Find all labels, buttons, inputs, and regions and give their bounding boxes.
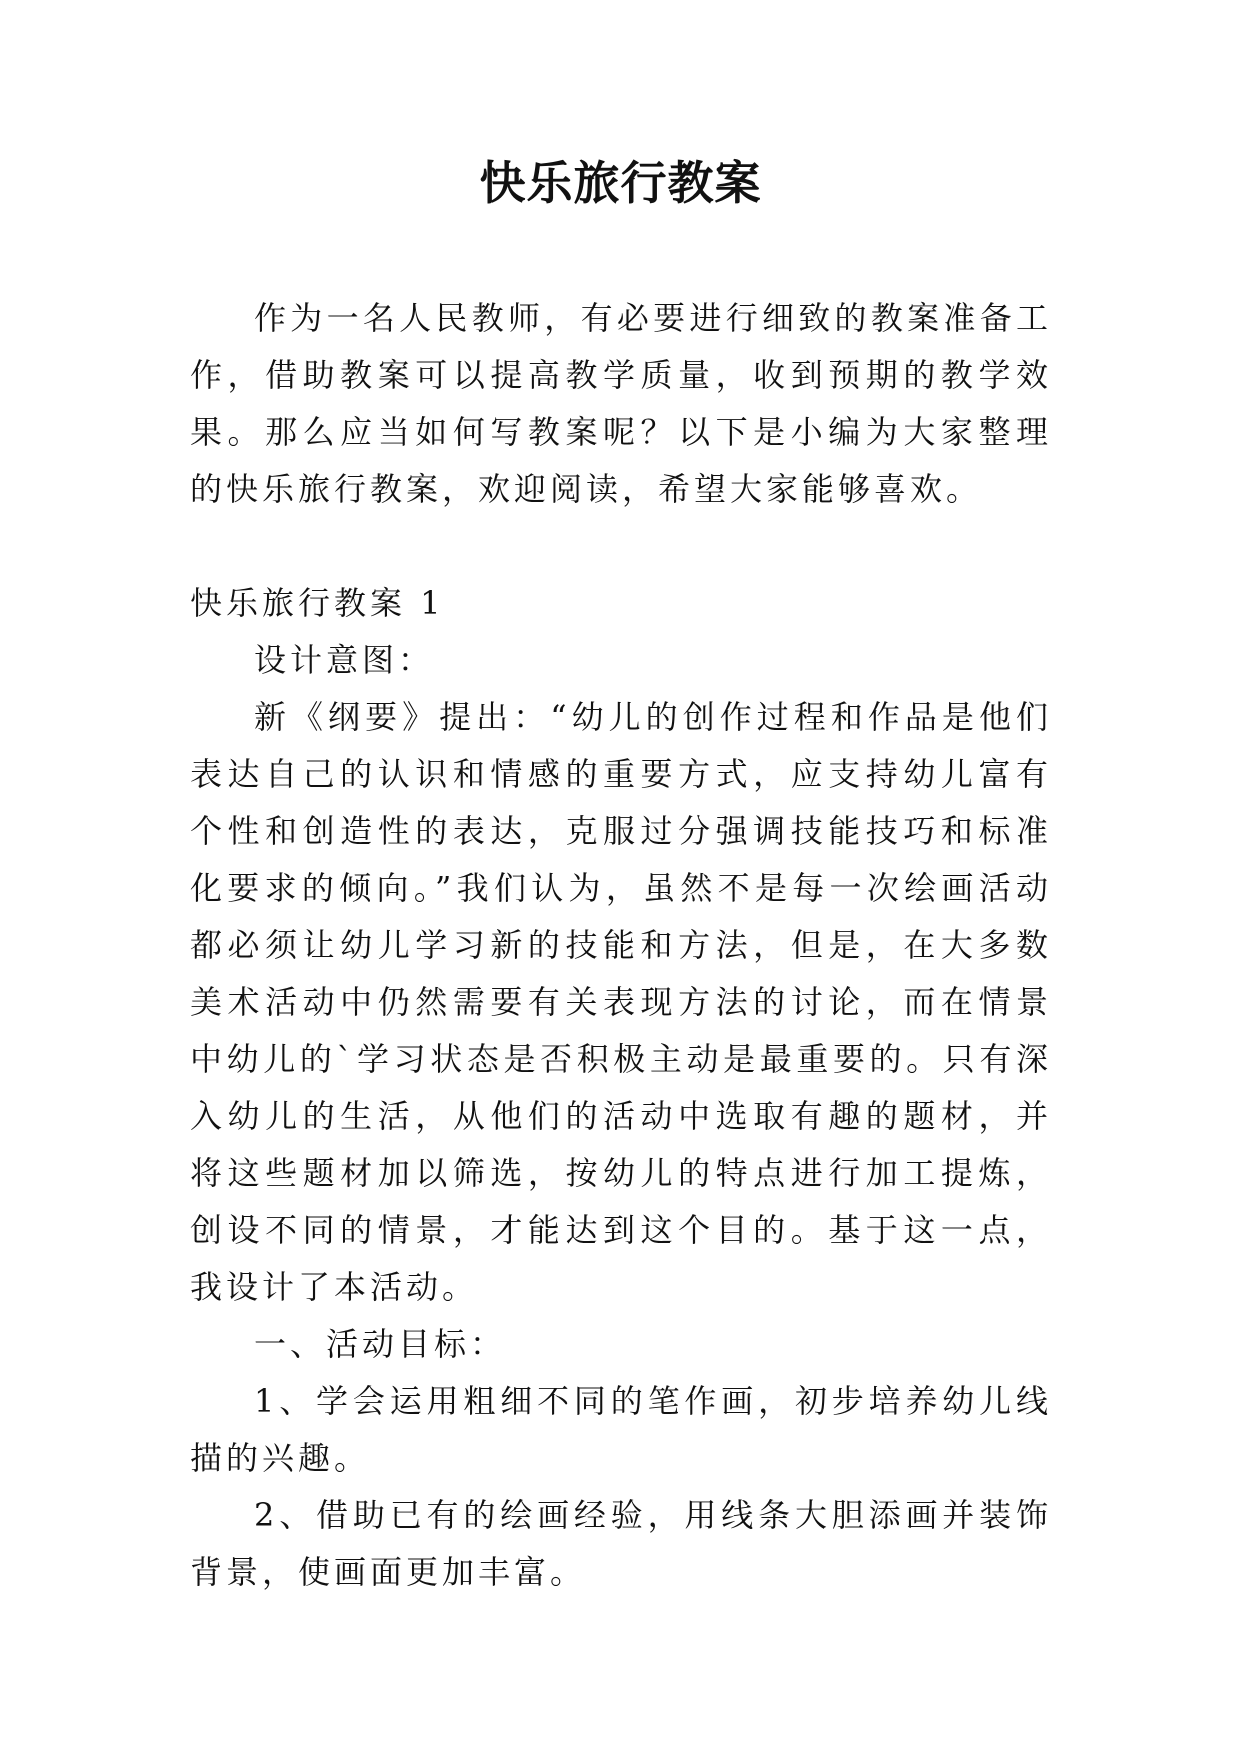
goal-item-1: 1、学会运用粗细不同的笔作画，初步培养幼儿线描的兴趣。 [190, 1382, 1052, 1477]
design-intent-paragraph: 新《纲要》提出：“幼儿的创作过程和作品是他们表达自己的认识和情感的重要方式，应支持幼儿富有个性和创造性的表达，克服过分强调技能技巧和标准化要求的倾向。”我们认为，虽然不是每一次绘画活动都必须让幼儿学习新的技能和方法，但是，在大多数美术活动中仍然需要有关表现方法的讨论，而在情景中幼儿的`学习状态是否积极主动是最重要的。只有深入幼儿的生活，从他们的活动中选取有趣的题材，并将这些题材加以筛选，按幼儿的特点进行加工提炼，创设不同的情景，才能达到这个目的。基于这一点，我设计了本活动。 [190, 698, 1052, 1306]
design-intent-label: 设计意图： [254, 641, 435, 679]
intro-paragraph: 作为一名人民教师，有必要进行细致的教案准备工作，借助教案可以提高教学质量，收到预期的教学效果。那么应当如何写教案呢？以下是小编为大家整理的快乐旅行教案，欢迎阅读，希望大家能够喜欢。 [190, 299, 1052, 508]
goal-item-2: 2、借助已有的绘画经验，用线条大胆添画并装饰背景，使画面更加丰富。 [190, 1496, 1052, 1591]
goals-heading: 一、活动目标： [254, 1325, 507, 1363]
document-title: 快乐旅行教案 [479, 156, 762, 210]
document-body [190, 290, 1052, 1601]
section-heading: 快乐旅行教案 1 [190, 584, 445, 622]
